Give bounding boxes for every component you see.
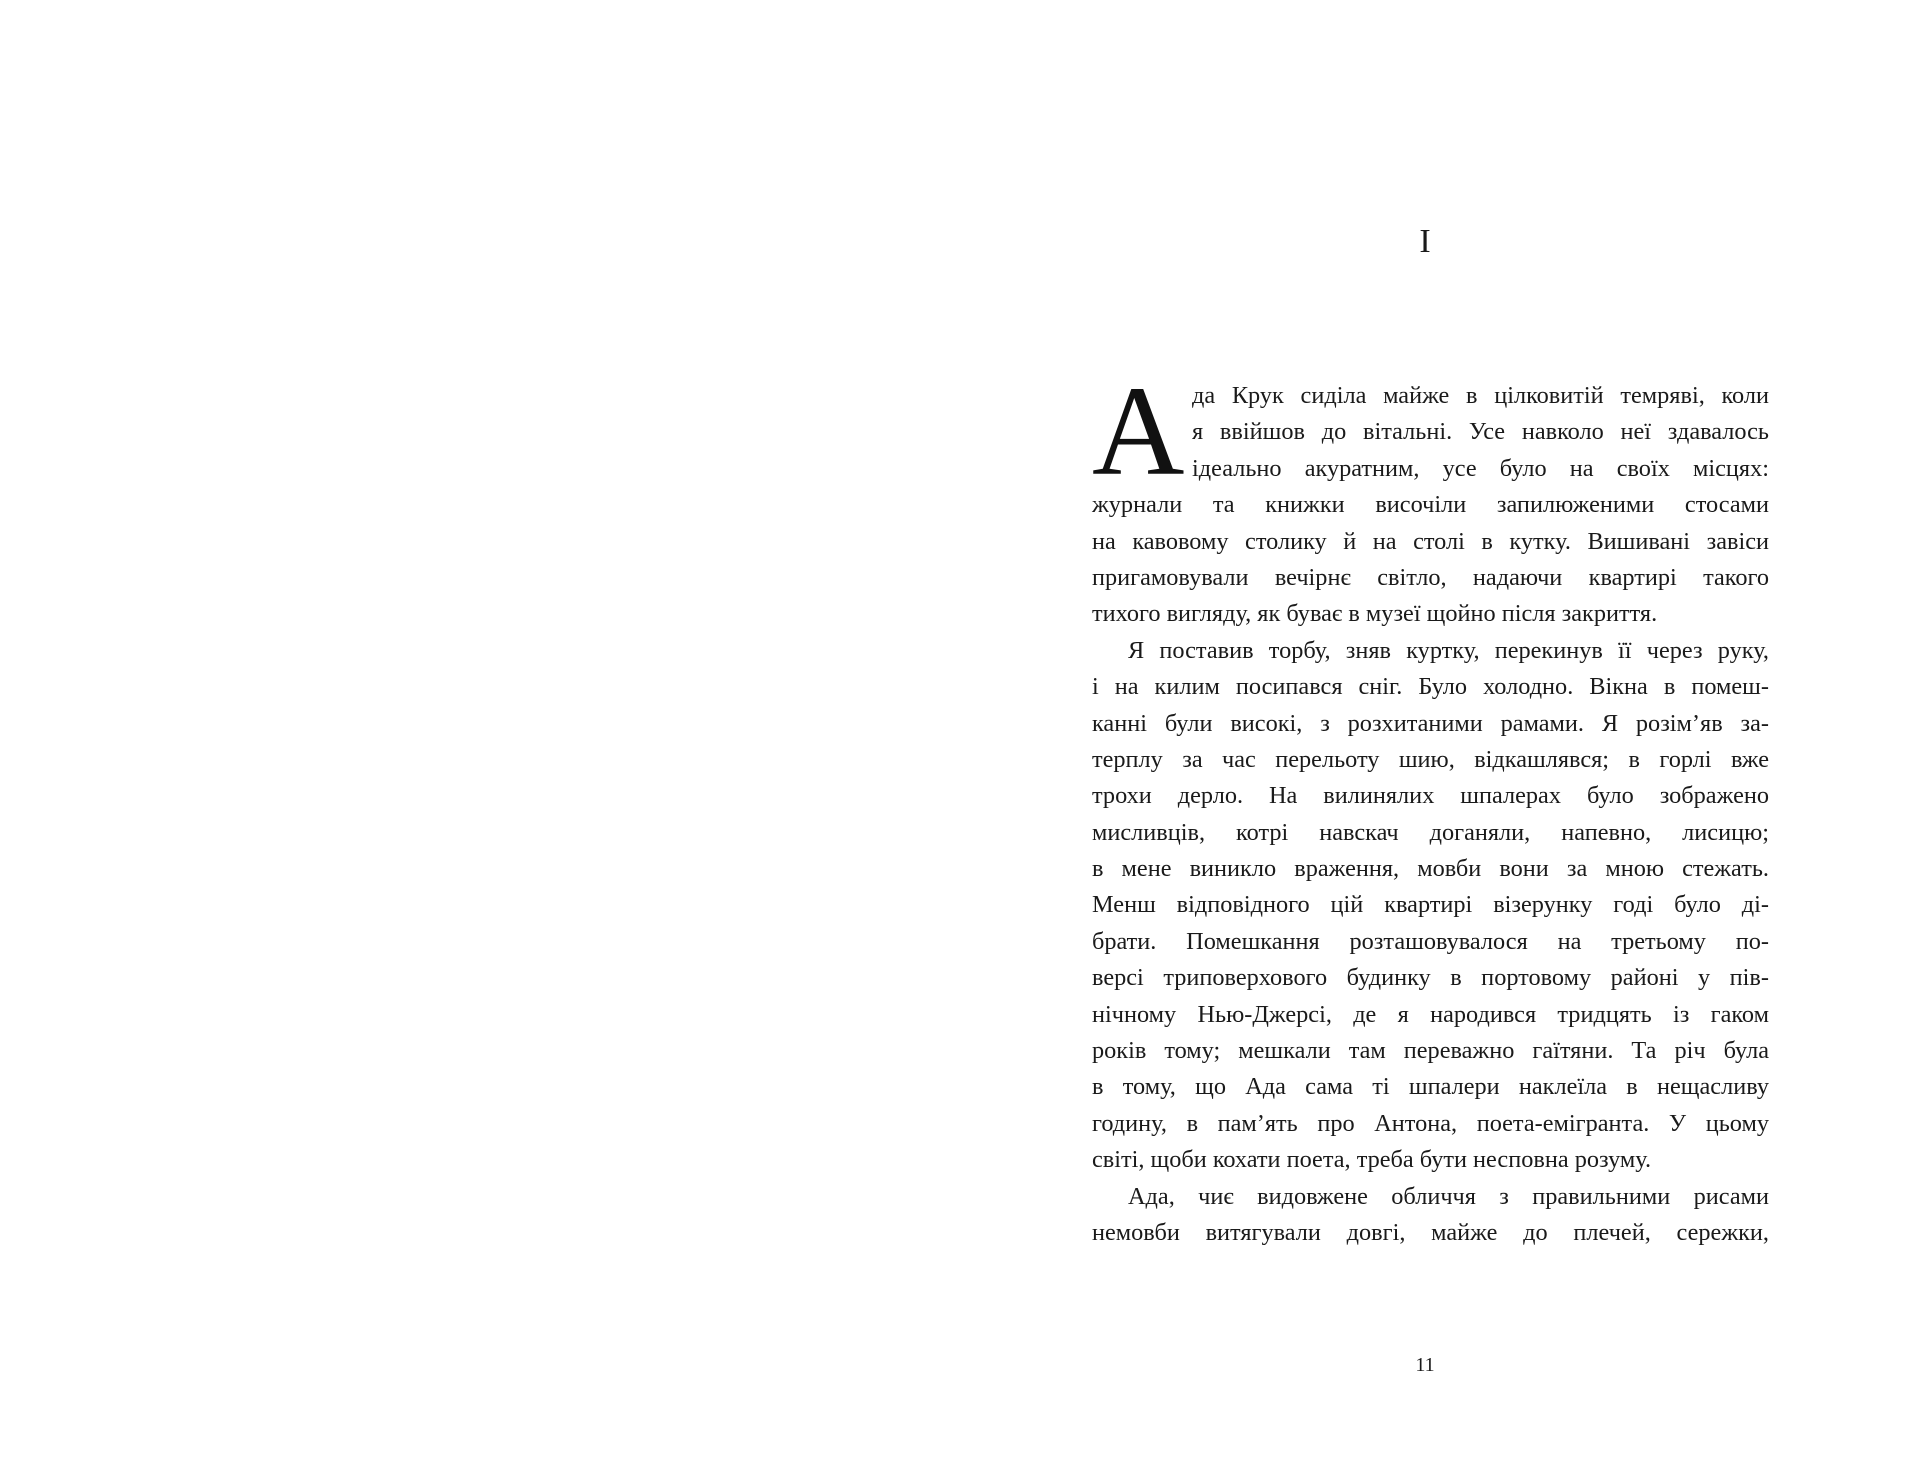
text-line: Менш відповідного цій квартирі візерунку годі було ді- [1092,891,1769,919]
text-line: на кавовому столику й на столі в кутку. Вишивані завіси [1092,527,1769,555]
text-line: нічному Нью-Джерсі, де я народився тридцять із гаком [1092,1000,1769,1028]
drop-cap-letter: А [1092,360,1185,502]
text-line: пригамовували вечірнє світло, надаючи квартирі такого [1092,563,1769,591]
right-page [960,0,1920,1477]
text-line: годину, в пам’ять про Антона, поета-емігранта. У цьому [1092,1109,1769,1137]
chapter-number: I [1419,223,1431,260]
text-line: тихого вигляду, як буває в музеї щойно після закриття. [1092,600,1658,628]
text-line: брати. Помешкання розташовувалося на третьому по- [1092,927,1769,955]
text-line: трохи дерло. На вилинялих шпалерах було зображено [1092,782,1769,810]
text-line: я ввійшов до вітальні. Усе навколо неї здавалось [1192,418,1769,446]
text-line: світі, щоби кохати поета, треба бути несповна розуму. [1092,1146,1652,1174]
text-line: в тому, що Ада сама ті шпалери наклеїла в нещасливу [1092,1073,1769,1101]
text-line: Ада, чиє видовжене обличчя з правильними рисами [1128,1182,1769,1210]
page-number: 11 [1415,1354,1435,1376]
text-line: канні були високі, з розхитаними рамами. Я розім’яв за- [1092,709,1769,737]
body-text [1092,360,1769,1251]
text-line: немовби витягували довгі, майже до плечей, сережки, [1092,1218,1769,1246]
text-line: мисливців, котрі навскач доганяли, напевно, лисицю; [1092,818,1769,846]
text-line: ідеально акуратним, усе було на своїх місцях: [1192,454,1769,482]
text-line: і на килим посипався сніг. Було холодно. Вікна в помеш- [1092,673,1769,701]
text-line: журнали та книжки височіли запилюженими стосами [1092,491,1769,519]
text-line: Я поставив торбу, зняв куртку, перекинув її через руку, [1128,636,1769,664]
text-line: років тому; мешкали там переважно гаїтяни. Та річ була [1092,1037,1769,1065]
text-line: в мене виникло враження, мовби вони за мною стежать. [1092,855,1769,883]
text-line: терплу за час перельоту шию, відкашлявся; в горлі вже [1092,745,1769,773]
text-line: версі триповерхового будинку в портовому районі у пів- [1092,964,1769,992]
text-line: да Крук сиділа майже в цілковитій темряві, коли [1192,382,1769,409]
